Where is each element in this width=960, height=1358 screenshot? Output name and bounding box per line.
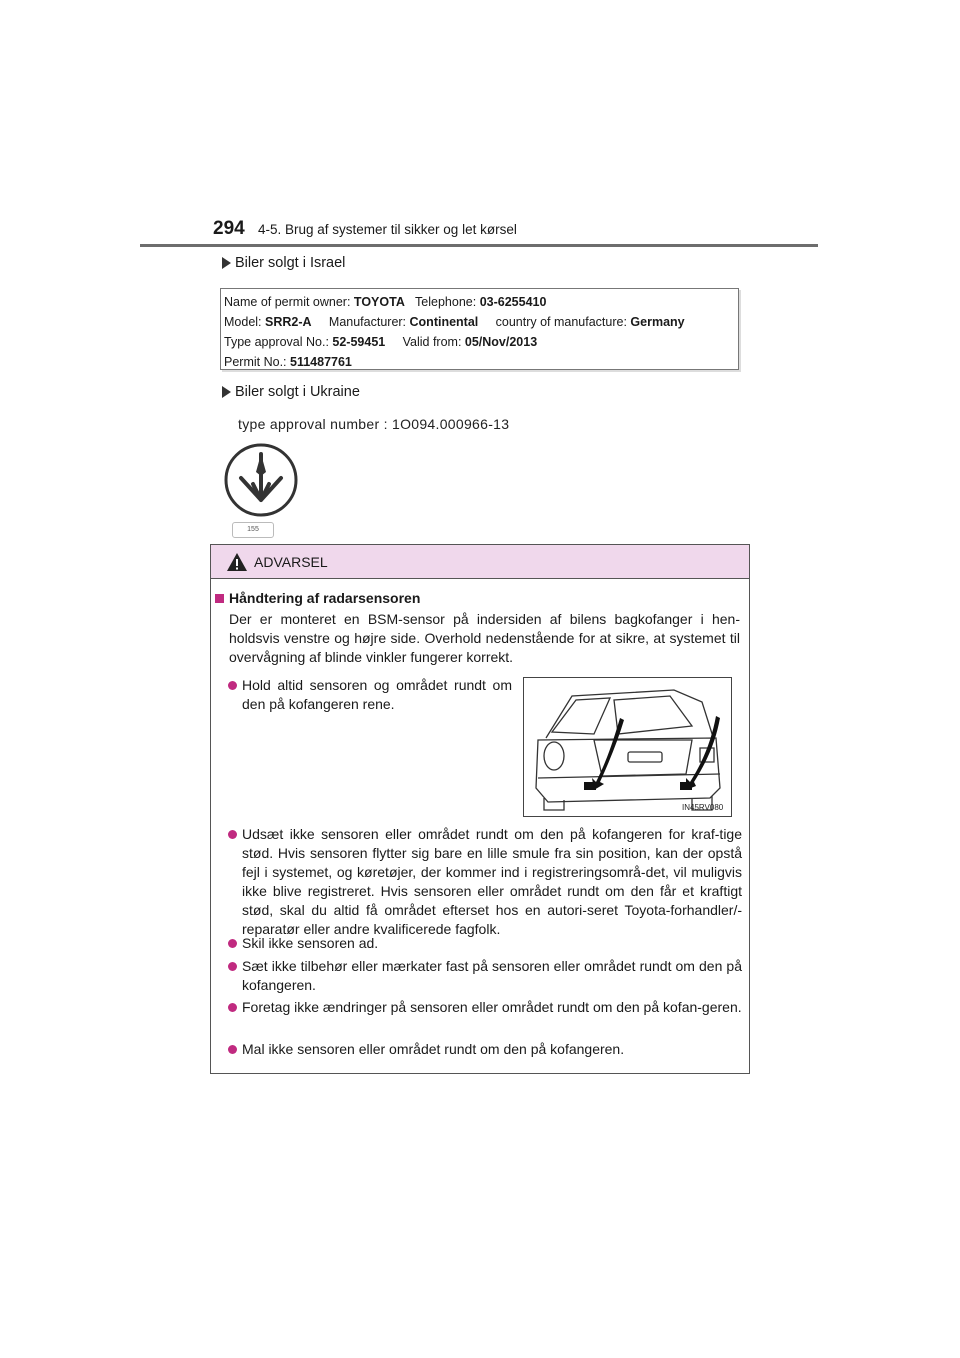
list-item: Hold altid sensoren og området rundt om den på kofangeren rene. [228, 676, 512, 714]
bullet-dot-icon [228, 830, 237, 839]
ukraine-section-label [222, 384, 360, 400]
chapter-title: 4-5. Brug af systemer til sikker og let kørsel [258, 222, 517, 237]
warning-title: ADVARSEL [254, 554, 328, 570]
warning-subheading: Håndtering af radarsensoren [215, 590, 420, 606]
bullet-dot-icon [228, 962, 237, 971]
ukraine-conformity-mark-icon [223, 442, 299, 518]
car-rear-sensor-icon [524, 678, 731, 816]
list-item: Udsæt ikke sensoren eller området rundt om den på kofangeren for kraf-tige stød. Hvis sensoren flytter sig bare en lille smule fra sin position, kan der opstå fejl i systemet, og køretøjer, der kommer ind i registreringsområ-det, vil muligvis ikke blive registreret. Hvis sensoren eller området rundt om den får et kraftigt stød, skal du altid få området efterset hos en autori-seret Toyota-forhandler/-reparatør eller andre kvalificerede fagfolk. [228, 825, 742, 939]
square-bullet-icon [215, 594, 224, 603]
israel-row-permit: Permit No.: 511487761 [224, 355, 352, 369]
arrow-right-icon [222, 386, 231, 398]
logo-number: 155 [232, 522, 274, 538]
list-item: Skil ikke sensoren ad. [228, 934, 742, 953]
figure-code: IN45RV080 [682, 803, 724, 812]
car-rear-illustration [523, 677, 732, 817]
ukraine-approval-number: type approval number : 1O094.000966-13 [238, 416, 510, 432]
arrow-right-icon [222, 257, 231, 269]
list-item: Mal ikke sensoren eller området rundt om den på kofangeren. [228, 1040, 742, 1059]
bullet-dot-icon [228, 681, 237, 690]
warning-triangle-icon [226, 552, 248, 572]
israel-row-owner: Name of permit owner: TOYOTA Telephone: 03-6255410 [224, 295, 547, 309]
israel-section-label [222, 255, 345, 271]
ukraine-label-text: Biler solgt i Ukraine [235, 384, 360, 400]
page-number: 294 [213, 218, 245, 239]
bullet-dot-icon [228, 1045, 237, 1054]
warning-intro: Der er monteret en BSM-sensor på indersiden af bilens bagkofanger i hen-holdsvis venstre og højre side. Overhold nedenstående for at sikre, at systemet til overvågning af blinde vinkler fungerer korrekt. [229, 611, 740, 665]
israel-row-type-approval: Type approval No.: 52-59451 Valid from: 05/Nov/2013 [224, 335, 538, 349]
list-item: Sæt ikke tilbehør eller mærkater fast på sensoren eller området rundt om den på kofangeren. [228, 957, 742, 995]
israel-approval-label [220, 288, 739, 370]
bullet-dot-icon [228, 939, 237, 948]
bullet-dot-icon [228, 1003, 237, 1012]
list-item: Foretag ikke ændringer på sensoren eller området rundt om den på kofan-geren. [228, 998, 742, 1017]
header-divider [140, 244, 818, 247]
israel-row-model: Model: SRR2-A Manufacturer: Continental country of manufacture: Germany [224, 315, 685, 329]
israel-label-text: Biler solgt i Israel [235, 255, 346, 271]
